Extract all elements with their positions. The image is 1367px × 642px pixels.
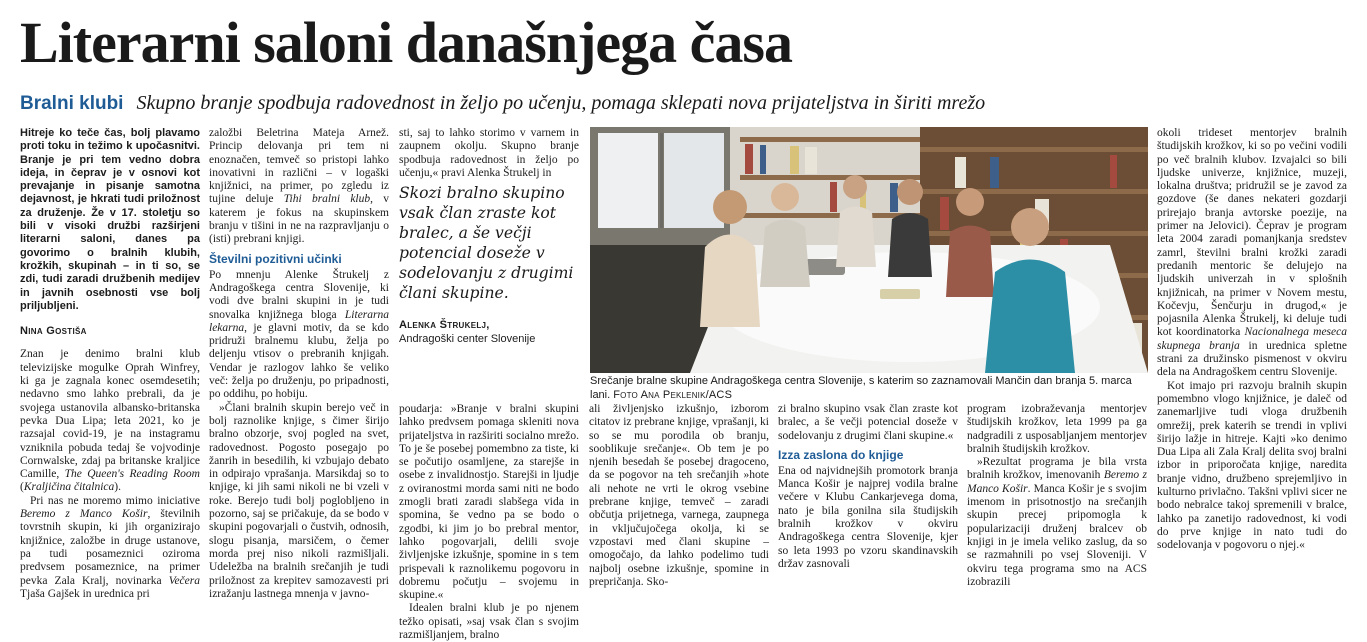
deck: Skupno branje spodbuja radovednost in željo po učenju, pomaga sklepati nova prijateljstva in širiti mrežo (136, 92, 986, 114)
subtitle (20, 90, 1360, 116)
paragraph: sti, saj to lahko storimo v varnem in zaupnem okolju. Skupno branje spodbuja radovednost in željo po učenju,« pravi Alenka Štrukelj in (399, 127, 579, 179)
section-heading: Izza zaslona do knjige (778, 447, 904, 462)
pull-quote: Skozi bralno skupino vsak član zraste kot bralec, a še večji potencial doseže v sodelovanju z drugimi člani skupine. (399, 184, 574, 302)
paragraph: Kot imajo pri razvoju bralnih skupin pomembno vlogo knjižnice, je daleč od zanemarljive tudi vloga družbenih omrežij, prek katerih se trendi in vplivi širijo lažje in hitreje. Kajti »ko denimo Dua Lipa ali Zala Kralj delita svoj bralni izbor in priporočata knjige, naredita branje vidno, družbeno sprejemljivo in kulturno privlačno. Takšni vplivi sicer ne bodo nebralce takoj spremenili v bralce, lahko pa zanetijo radovednost, ki vodi do prve knjige in nato tudi do sodelovanja v pogovoru o njej.« (1157, 379, 1347, 552)
article-column-4 (589, 403, 769, 632)
paragraph: zi bralno skupino vsak član zraste kot bralec, a še večji potencial doseže v sodelovanju z drugimi člani skupine.« (778, 403, 958, 442)
paragraph: program izobraževanja mentorjev študijskih krožkov, leta 1999 pa ga nadgradili z usposabljanjem mentorjev bralnih študijskih krožkov. (967, 403, 1147, 455)
paragraph: ali življenjsko izkušnjo, izborom citatov iz prebrane knjige, vprašanji, ki so se mu porodila ob branju, sooblikuje srečanje«. Ob tem je po njenih besedah še posebej dragoceno, da se pogovor na teh srečanjih »hote ali nehote ne vrti le okrog vsebine prebrane knjige, temveč – zaradi občutja prijetnega, varnega, zaupnega in vključujočega okolja, ki se vzpostavi med člani skupine – omogočajo, da lahko podelimo tudi najbolj osebne izkušnje, spomine in prepričanja. Sko- (589, 403, 769, 588)
text-run: »Rezultat programa je bila vrsta bralnih krožkov, imenovanih (967, 456, 1147, 482)
italic-title: Večera (168, 574, 200, 587)
text-run: . Manca Košir je s svojim imenom in prisotnostjo na srečanjih skupin precej pripomogla k popularizaciji druženj bralcev ob knjigi in je imela veliko zaslug, da so se razmahnili po vsej Sloveniji. V okviru tega programa smo na ACS izobrazili (967, 482, 1148, 588)
text-run: Po mnenju Alenke Štrukelj z Andragoškega centra Slovenije, ki vodi dve bralni skupini in je tudi snovalka knjižnega bloga (209, 268, 389, 321)
paragraph (209, 269, 389, 402)
lead-paragraph: Hitreje ko teče čas, bolj plavamo proti toku in težimo k upočasnitvi. Branje je pri tem vedno dobra ideja, in čeprav je v osnovi kot prevajanje in pisanje samotna dejavnost, je hkrati tudi priložnost za druženje. Že v 17. stoletju so bili v visoki družbi razširjeni literarni saloni, danes pa govorimo o bralnih klubih, krožkih, skupinah – in ti so, se zdi, tudi zaradi družbenih medijev in javnih osebnosti vse bolj priljubljeni. (20, 127, 200, 312)
article-column-7 (1157, 127, 1347, 632)
section-heading: Številni pozitivni učinki (209, 251, 342, 266)
text-run: Pri nas ne moremo mimo iniciative (30, 494, 200, 507)
paragraph (209, 127, 389, 247)
headline: Literarni saloni današnjega časa (20, 10, 792, 75)
reading-group-photo (590, 127, 1148, 373)
byline: Nina Gostiša (20, 325, 87, 338)
text-run: , številnih tovrstnih skupin, ki jih organizirajo knjižnice, založbe in druge ustanove, pa tudi posameznici oziroma predvsem posameznice, na primer pevka Zala Kralj, novinarka (20, 508, 200, 587)
italic-title: Beremo z Manco Košir (967, 469, 1147, 495)
paragraph: Idealen bralni klub je po njenem težko opisati, »saj vsak član s svojim razmišljanjem, bralno (399, 602, 579, 642)
quote-author-name: Alenka Štrukelj, (399, 319, 490, 331)
italic-title: Tihi bralni klub (283, 193, 371, 206)
italic-title: Nacionalnega meseca skupnega branja (1157, 326, 1347, 352)
paragraph: poudarja: »Branje v bralni skupini lahko predvsem pomaga skleniti nova prijateljstva in razširiti socialno mrežo. To je še posebej pomembno za tiste, ki se počutijo osamljene, za starejše in osebe z invalidnostjo. Starejši in ljudje z oviranostmi morda sami niti ne bodo zmogli brati zaradi slabšega vida in spomina, še vedno pa se bodo o zgodbi, ki jim jo bo prebral mentor, lahko pogovarjali, delili svoje življenjske izkušnje, spomine in s tem prispevali k raznolikemu pogovoru in dobremu počutju – svojemu in skupine.« (399, 403, 579, 602)
text-run: Tjaša Gajšek in urednica pri (20, 587, 150, 600)
quote-author-org: Andragoški center Slovenije (399, 333, 536, 345)
paragraph (1157, 127, 1347, 380)
paragraph: Znan je denimo bralni klub televizijske mogulke Oprah Winfrey, ki ga je zagnala konec osemdesetih; nedavno smo lahko prebrali, da je svojega ustanovila albansko-britanska pevka Dua Lipa; leta 2021, ko je razsajal covid-19, je na instagramu vzniknila pobuda tedaj še vojvodinje Cornwalske, zdaj pa britanske kraljice Camille, The Queen's Reading Room (Kraljičina čitalnica). (20, 348, 200, 494)
article-column-5 (778, 403, 958, 632)
text-run: Znan je denimo bralni klub televizijske mogulke Oprah Winfrey, ki ga je zagnala konec osemdesetih; nedavno smo lahko prebrali, da je svojega ustanovila albansko-britanska pevka Dua Lipa; leta 2021, ko je razsajal covid-19, je na instagramu vzniknila pobuda tedaj še vojvodinje Cornwalske, zdaj pa britanske kraljice Camille, (20, 348, 200, 481)
article-photo (590, 127, 1148, 373)
text-run: , v katerem je fokus na skupinskem branju v tišini in ne na razpravljanju o (isti) prebrani knjigi. (209, 193, 389, 246)
italic-title: Kraljičina čitalnica (23, 481, 115, 494)
text-run: , je glavni motiv, da se kdo pridruži bralnemu klubu, želja po deljenju vtisov o prebranih knjigah. Vendar je razlogov lahko še veliko več: želja po druženju, po pripadnosti, po oddihu, po hobiju. (209, 321, 389, 401)
article-column-3-top (399, 127, 579, 179)
italic-title: The Queen's Reading Room (64, 468, 200, 481)
italic-title: Beremo z Manco Košir (20, 508, 148, 521)
text-run: in urednica spletne strani za družinsko pismenost v okviru dela na Andragoškem centru Slovenije. (1157, 339, 1348, 379)
article-column-1 (20, 127, 200, 632)
paragraph: Ena od najvidnejših promotork branja Manca Košir je najprej vodila bralne večere v Klubu Cankarjevega doma, nato je bila gonilna sila študijskih bralnih krožkov v okviru Andragoškega centra Slovenije, kjer so leta 1993 po vzoru skandinavskih držav zasnovali (778, 464, 958, 570)
article-column-2 (209, 127, 389, 632)
text-run: okoli trideset mentorjev bralnih študijskih krožkov, ki so po večini vodili po več bralnih klubov. Izvajalci so bili ljudske univerze, knjižnice, muzeji, lokalna društva; pridružil se je zavod za gozdove (še danes nekateri gozdarji prirejajo branja avtorske poezije, na primer na Jelovici). Čeprav je program leta 2004 zaradi pomanjkanja sredstev zamrl, številni bralni krožki zaradi predanih mentoric še delujejo na ljudskih univerzah in v splošnih knjižnicah, na primer v Novem mestu, Kočevju, Šenčurju in drugod,« je pojasnila Alenka Štrukelj, ki deluje tudi kot koordinatorka (1157, 127, 1347, 339)
kicker: Bralni klubi (20, 93, 124, 114)
article-column-3-bottom (399, 403, 579, 642)
article-column-6 (967, 403, 1147, 632)
photo-credit: Foto Ana Peklenik/ACS (613, 388, 733, 401)
text-run: založbi Beletrina Mateja Arnež. Princip delovanja pri tem ni enoznačen, temveč so pristopi lahko inovativni in različni – v logaški knjižnici, na primer, po zgledu iz tujine deluje (209, 127, 389, 206)
photo-caption (590, 375, 1150, 402)
paragraph: »Člani bralnih skupin berejo več in bolj raznolike knjige, s čimer širijo bralno obzorje, svoj pogled na svet, radovednost. Pogosto posegajo po žanrih in besedilih, ki vzbujajo debato in odpirajo vprašanja. Marsikdaj so to knjige, ki jih sami nikoli ne bi vzeli v roke. Berejo tudi bolj poglobljeno in pozorno, saj se pričakuje, da se bodo v skupini pogovarjali o čustvih, odnosih, slogu pisanja, marsičem, o čemer morda prej niso nikoli razmišljali. Udeležba na bralnih srečanjih je tudi priložnost za krepitev samozavesti pri izražanju lastnega mnenja v javno- (209, 401, 389, 600)
caption-text: Srečanje bralne skupine Andragoškega centra Slovenije, s katerim so zaznamovali Mančin dan branja 5. marca lani. (590, 375, 1132, 401)
pull-quote-attribution (399, 318, 581, 346)
italic-title: Literarna lekarna (209, 308, 389, 334)
paragraph (967, 456, 1147, 589)
paragraph (20, 495, 200, 601)
